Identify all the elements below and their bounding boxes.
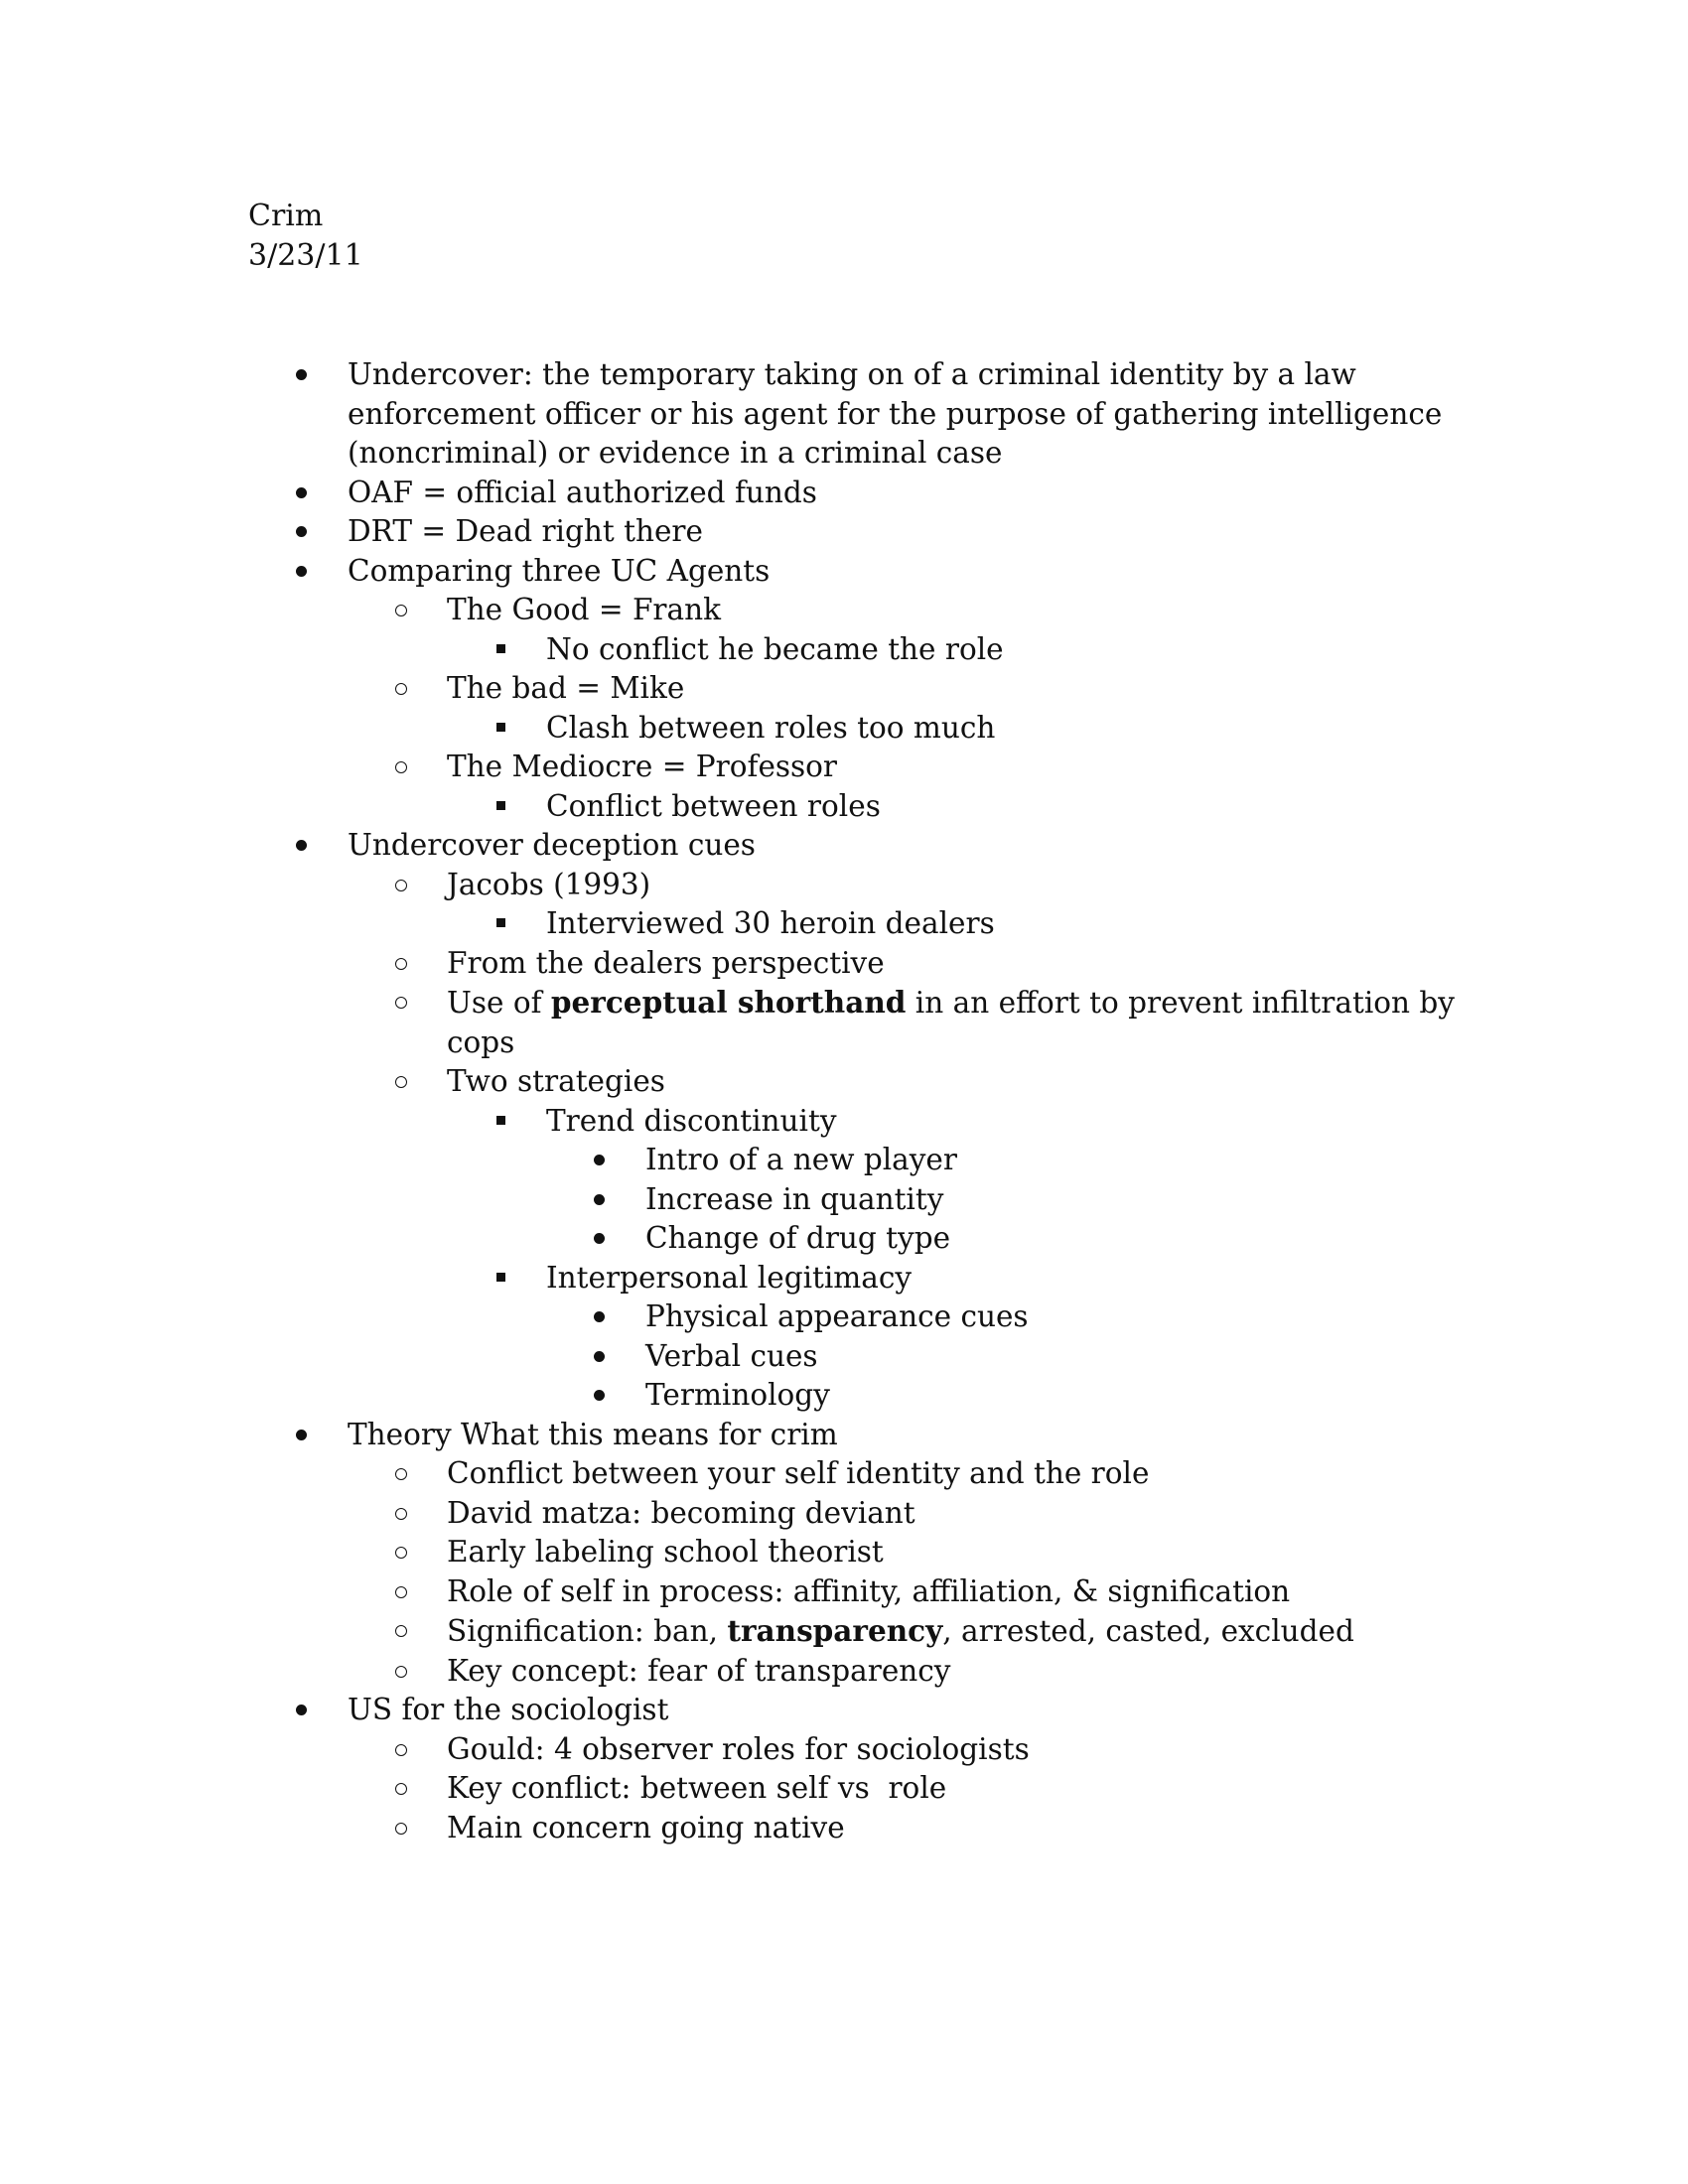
agent-mediocre: The Mediocre = Professor: [447, 750, 838, 783]
list-item: [0, 1102, 1688, 1142]
bullet-disc-icon: [296, 1430, 307, 1440]
bullet-square-icon: [496, 644, 505, 653]
shorthand-continuation: cops: [447, 1024, 515, 1059]
perceptual-shorthand-line: [447, 983, 1688, 1024]
bullet-square-icon: [496, 1116, 505, 1125]
bullet-disc-icon: [594, 1390, 605, 1401]
sociologist-item: Main concern going native: [447, 1810, 845, 1844]
course-title: Crim: [248, 199, 324, 233]
list-item: [0, 1533, 1688, 1572]
note-date: 3/23/11: [248, 238, 363, 273]
undercover-definition-line-2: enforcement officer or his agent for the purpose of gathering intelligence: [348, 396, 1443, 431]
bullet-circle-icon: [395, 1783, 407, 1795]
list-item: [0, 1141, 1688, 1180]
trend-item: Increase in quantity: [645, 1181, 944, 1216]
bullet-disc-icon: [296, 1705, 307, 1715]
list-item: [0, 748, 1688, 787]
shorthand-prefix: Use of: [447, 986, 551, 1020]
interpersonal-legitimacy: Interpersonal legitimacy: [546, 1260, 913, 1295]
list-item: [0, 1494, 1688, 1534]
bullet-circle-icon: [395, 761, 407, 773]
bullet-circle-icon: [395, 605, 407, 616]
signification-prefix: Signification: ban,: [447, 1614, 728, 1648]
bullet-disc-icon: [594, 1311, 605, 1322]
trend-item: Change of drug type: [645, 1221, 951, 1255]
list-item: [0, 591, 1688, 630]
bullet-circle-icon: [395, 683, 407, 695]
undercover-definition-line-1: Undercover: the temporary taking on of a criminal identity by a law: [348, 357, 1356, 391]
list-item: [0, 1769, 1688, 1809]
sociologist-item: Key conflict: between self vs role: [447, 1771, 947, 1805]
signification-suffix: , arrested, casted, excluded: [942, 1614, 1354, 1648]
theory-item: Early labeling school theorist: [447, 1535, 884, 1569]
bullet-circle-icon: [395, 1744, 407, 1756]
list-item: [0, 1730, 1688, 1770]
signification-bold-term: transparency: [727, 1613, 943, 1648]
shorthand-bold-term: perceptual shorthand: [550, 985, 907, 1020]
theory-item: David matza: becoming deviant: [447, 1495, 915, 1530]
bullet-circle-icon: [395, 1076, 407, 1088]
interpersonal-item: Physical appearance cues: [645, 1299, 1029, 1333]
bullet-disc-icon: [594, 1194, 605, 1205]
list-item: [0, 787, 1688, 827]
deception-cues-heading: Undercover deception cues: [348, 828, 756, 862]
bullet-circle-icon: [395, 1547, 407, 1559]
list-item: [0, 983, 1688, 1062]
list-item: [0, 904, 1688, 944]
list-item: [0, 1572, 1688, 1612]
trend-item: Intro of a new player: [645, 1143, 957, 1176]
list-item: [0, 1652, 1688, 1692]
list-item: [0, 826, 1688, 866]
list-item: [0, 1416, 1688, 1455]
list-item: [0, 866, 1688, 905]
bullet-square-icon: [496, 801, 505, 810]
bullet-circle-icon: [395, 1468, 407, 1480]
bullet-disc-icon: [296, 566, 307, 577]
agent-bad-detail: Clash between roles too much: [546, 710, 996, 745]
theory-item: Role of self in process: affinity, affiliation, & signification: [447, 1573, 1291, 1608]
oaf-definition: OAF = official authorized funds: [348, 475, 817, 509]
bullet-disc-icon: [296, 487, 307, 498]
bullet-circle-icon: [395, 1586, 407, 1598]
list-item: [0, 1219, 1688, 1259]
sociologist-heading: US for the sociologist: [348, 1693, 669, 1726]
notes-list: [0, 355, 1688, 1847]
bullet-disc-icon: [296, 369, 307, 380]
comparing-agents-heading: Comparing three UC Agents: [348, 553, 771, 588]
bullet-disc-icon: [594, 1233, 605, 1244]
list-item: [0, 669, 1688, 709]
list-item: [0, 1376, 1688, 1416]
jacobs-citation: Jacobs (1993): [447, 867, 651, 901]
sociologist-item: Gould: 4 observer roles for sociologists: [447, 1731, 1030, 1766]
list-item: [0, 1297, 1688, 1337]
dealers-perspective: From the dealers perspective: [447, 945, 885, 980]
list-item: [0, 1611, 1688, 1652]
note-header: [248, 197, 363, 276]
agent-mediocre-detail: Conflict between roles: [546, 788, 881, 823]
list-item: [0, 474, 1688, 513]
bullet-circle-icon: [395, 1666, 407, 1678]
list-item: [0, 1454, 1688, 1494]
bullet-disc-icon: [594, 1351, 605, 1362]
list-item: [0, 1337, 1688, 1377]
jacobs-detail: Interviewed 30 heroin dealers: [546, 906, 995, 940]
drt-definition: DRT = Dead right there: [348, 514, 703, 548]
bullet-square-icon: [496, 1273, 505, 1282]
list-item: [0, 1691, 1688, 1730]
bullet-circle-icon: [395, 958, 407, 970]
list-item: [0, 512, 1688, 552]
theory-item: Conflict between your self identity and the role: [447, 1456, 1150, 1490]
list-item: [0, 709, 1688, 749]
agent-bad: The bad = Mike: [447, 671, 685, 705]
interpersonal-item: Verbal cues: [645, 1338, 818, 1373]
list-item: [0, 1809, 1688, 1848]
bullet-disc-icon: [296, 526, 307, 537]
agent-good: The Good = Frank: [447, 593, 721, 626]
two-strategies: Two strategies: [447, 1064, 665, 1098]
bullet-circle-icon: [395, 997, 407, 1009]
bullet-circle-icon: [395, 880, 407, 891]
trend-discontinuity: Trend discontinuity: [546, 1103, 837, 1138]
bullet-disc-icon: [296, 840, 307, 851]
bullet-circle-icon: [395, 1508, 407, 1520]
list-item: [0, 630, 1688, 670]
bullet-disc-icon: [594, 1155, 605, 1165]
list-item: [0, 1259, 1688, 1298]
bullet-circle-icon: [395, 1625, 407, 1637]
bullet-circle-icon: [395, 1823, 407, 1835]
bullet-square-icon: [496, 723, 505, 732]
list-item: [0, 1062, 1688, 1102]
agent-good-detail: No conflict he became the role: [546, 631, 1004, 666]
list-item: [0, 552, 1688, 592]
list-item: [0, 944, 1688, 984]
key-concept: Key concept: fear of transparency: [447, 1653, 951, 1688]
shorthand-suffix: in an effort to prevent infiltration by: [906, 986, 1455, 1020]
list-item: [0, 1180, 1688, 1220]
theory-heading: Theory What this means for crim: [348, 1417, 838, 1451]
undercover-definition-line-3: (noncriminal) or evidence in a criminal case: [348, 436, 1003, 470]
list-item: [0, 355, 1688, 474]
bullet-square-icon: [496, 918, 505, 927]
interpersonal-item: Terminology: [645, 1378, 830, 1412]
